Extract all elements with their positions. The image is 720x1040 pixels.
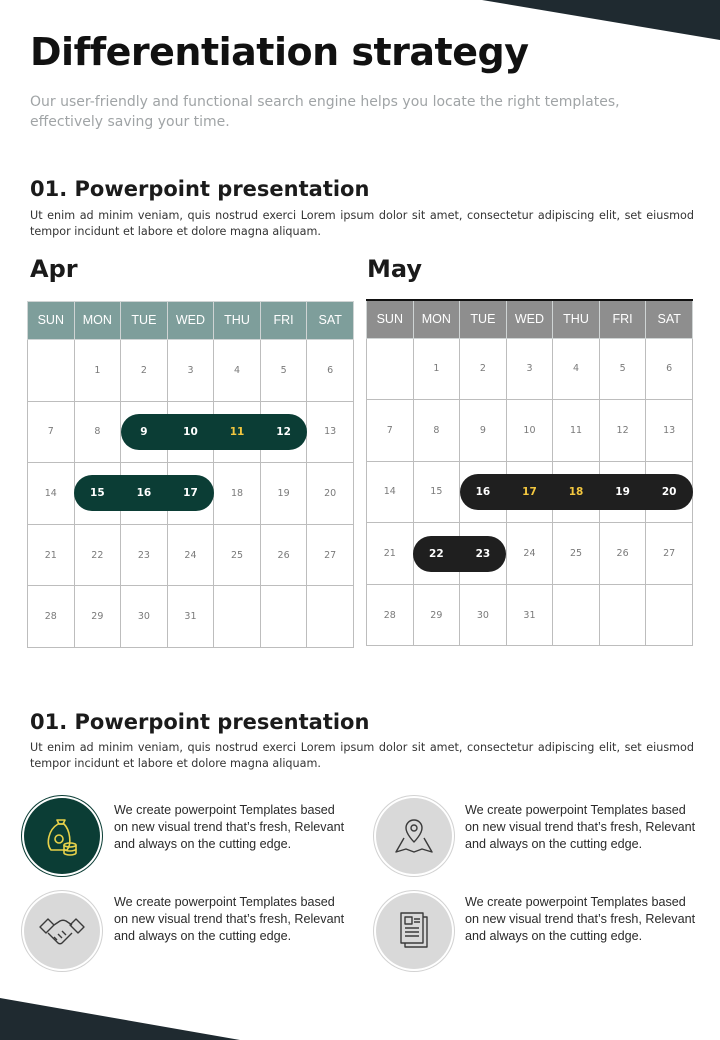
calendar-day-cell: 26: [260, 524, 307, 586]
document-icon: [376, 893, 452, 969]
calendar-may: [366, 299, 693, 646]
calendar-day-cell: 6: [646, 338, 693, 400]
calendar-day-cell: 7: [28, 401, 75, 463]
weekday-header: SUN: [367, 300, 414, 338]
calendar-day-cell: 25: [553, 523, 600, 585]
highlighted-date: 16: [475, 485, 491, 498]
calendar-day-cell: 30: [460, 584, 507, 646]
calendar-day-cell: 26: [599, 523, 646, 585]
map-pin-icon: [376, 798, 452, 874]
calendar-day-cell: 29: [74, 586, 121, 648]
calendar-day-cell: 18: [214, 463, 261, 525]
weekday-header: TUE: [121, 302, 168, 340]
calendar-apr: [27, 301, 354, 648]
page-subtitle: Our user-friendly and functional search engine helps you locate the right templates, effectively saving your time.: [30, 94, 620, 130]
calendar-day-cell: 1: [413, 338, 460, 400]
weekday-header: MON: [413, 300, 460, 338]
calendar-day-cell: 12: [599, 400, 646, 462]
calendar-day-cell: [214, 586, 261, 648]
weekday-header: SUN: [28, 302, 75, 340]
calendar-day-cell: 9: [460, 400, 507, 462]
calendar-day-cell: 3: [506, 338, 553, 400]
calendar-apr-title: Apr: [30, 255, 78, 283]
page-title: Differentiation strategy: [30, 30, 529, 74]
calendar-day-cell: 30: [121, 586, 168, 648]
weekday-header: FRI: [599, 300, 646, 338]
calendar-day-cell: 8: [413, 400, 460, 462]
highlighted-date: 15: [90, 487, 105, 500]
calendar-day-cell: 4: [214, 340, 261, 402]
weekday-header-row: [28, 302, 354, 340]
calendar-day-cell: 5: [260, 340, 307, 402]
calendar-day-cell: 29: [413, 584, 460, 646]
bottom-corner-decoration: [0, 998, 720, 1040]
highlighted-date: 23: [475, 547, 491, 560]
weekday-header: THU: [214, 302, 261, 340]
highlighted-date: 19: [615, 485, 630, 498]
calendar-day-cell: 8: [74, 401, 121, 463]
weekday-header: MON: [74, 302, 121, 340]
calendar-day-cell: 24: [506, 523, 553, 585]
section-2-heading: 01. Powerpoint presentation: [30, 710, 370, 734]
calendar-day-cell: 2: [460, 338, 507, 400]
calendar-day-cell: 31: [167, 586, 214, 648]
calendar-day-cell: 10: [506, 400, 553, 462]
section-1-heading: 01. Powerpoint presentation: [30, 177, 370, 201]
weekday-header: SAT: [646, 300, 693, 338]
feature-text: We create powerpoint Templates based on new visual trend that’s fresh, Relevant and always on the cutting edge.: [114, 803, 345, 851]
highlighted-date: 17: [522, 485, 537, 498]
feature-text: We create powerpoint Templates based on new visual trend that’s fresh, Relevant and always on the cutting edge.: [114, 895, 345, 943]
highlighted-date: 20: [661, 485, 677, 498]
calendar-day-cell: [28, 340, 75, 402]
calendar-day-cell: 20: [307, 463, 354, 525]
calendar-week-row: [28, 524, 354, 586]
highlighted-date: 10: [183, 425, 198, 438]
handshake-icon: [24, 893, 100, 969]
weekday-header-row: [367, 300, 693, 338]
calendar-day-cell: 6: [307, 340, 354, 402]
calendar-day-cell: [646, 584, 693, 646]
weekday-header: WED: [167, 302, 214, 340]
calendar-week-row: [28, 586, 354, 648]
calendar-day-cell: 11: [553, 400, 600, 462]
calendar-day-cell: 21: [28, 524, 75, 586]
calendar-day-cell: [260, 586, 307, 648]
calendar-day-cell: 24: [167, 524, 214, 586]
calendar-day-cell: 14: [28, 463, 75, 525]
calendar-week-row: [367, 338, 693, 400]
calendar-day-cell: 4: [553, 338, 600, 400]
calendar-day-cell: 21: [367, 523, 414, 585]
calendar-day-cell: [367, 338, 414, 400]
highlighted-date: 11: [229, 425, 245, 438]
weekday-header: FRI: [260, 302, 307, 340]
highlighted-date: 12: [276, 425, 291, 438]
calendar-day-cell: 28: [28, 586, 75, 648]
calendar-day-cell: 31: [506, 584, 553, 646]
calendar-day-cell: 23: [121, 524, 168, 586]
money-bag-icon: [24, 798, 100, 874]
calendar-day-cell: 27: [307, 524, 354, 586]
calendar-day-cell: 7: [367, 400, 414, 462]
calendar-may-title: May: [367, 255, 422, 283]
weekday-header: THU: [553, 300, 600, 338]
highlighted-date: 9: [140, 425, 148, 438]
calendar-day-cell: 13: [307, 401, 354, 463]
calendar-day-cell: 22: [74, 524, 121, 586]
calendar-day-cell: 27: [646, 523, 693, 585]
highlighted-date: 18: [568, 485, 584, 498]
calendar-day-cell: 28: [367, 584, 414, 646]
weekday-header: TUE: [460, 300, 507, 338]
calendar-day-cell: 2: [121, 340, 168, 402]
calendar-week-row: [28, 340, 354, 402]
calendar-day-cell: 13: [646, 400, 693, 462]
calendar-week-row: [367, 400, 693, 462]
feature-text: We create powerpoint Templates based on new visual trend that’s fresh, Relevant and always on the cutting edge.: [465, 895, 696, 943]
calendar-day-cell: [553, 584, 600, 646]
section-1-body: Ut enim ad minim veniam, quis nostrud exerci Lorem ipsum dolor sit amet, consectetur adipiscing elit, set eiusmod tempor incidunt et labore et dolore magna aliquam.: [30, 209, 694, 238]
calendar-day-cell: [599, 584, 646, 646]
highlighted-date: 22: [429, 547, 444, 560]
calendar-day-cell: 14: [367, 461, 414, 523]
section-2-body: Ut enim ad minim veniam, quis nostrud exerci Lorem ipsum dolor sit amet, consectetur adipiscing elit, set eiusmod tempor incidunt et labore et dolore magna aliquam.: [30, 741, 694, 770]
calendar-day-cell: 1: [74, 340, 121, 402]
weekday-header: WED: [506, 300, 553, 338]
calendar-week-row: [367, 584, 693, 646]
calendar-day-cell: 3: [167, 340, 214, 402]
calendar-day-cell: 25: [214, 524, 261, 586]
calendar-day-cell: 19: [260, 463, 307, 525]
highlighted-date: 16: [136, 487, 152, 500]
feature-text: We create powerpoint Templates based on new visual trend that’s fresh, Relevant and always on the cutting edge.: [465, 803, 696, 851]
weekday-header: SAT: [307, 302, 354, 340]
highlighted-date: 17: [183, 487, 198, 500]
calendar-day-cell: 15: [413, 461, 460, 523]
calendar-day-cell: 5: [599, 338, 646, 400]
calendar-day-cell: [307, 586, 354, 648]
